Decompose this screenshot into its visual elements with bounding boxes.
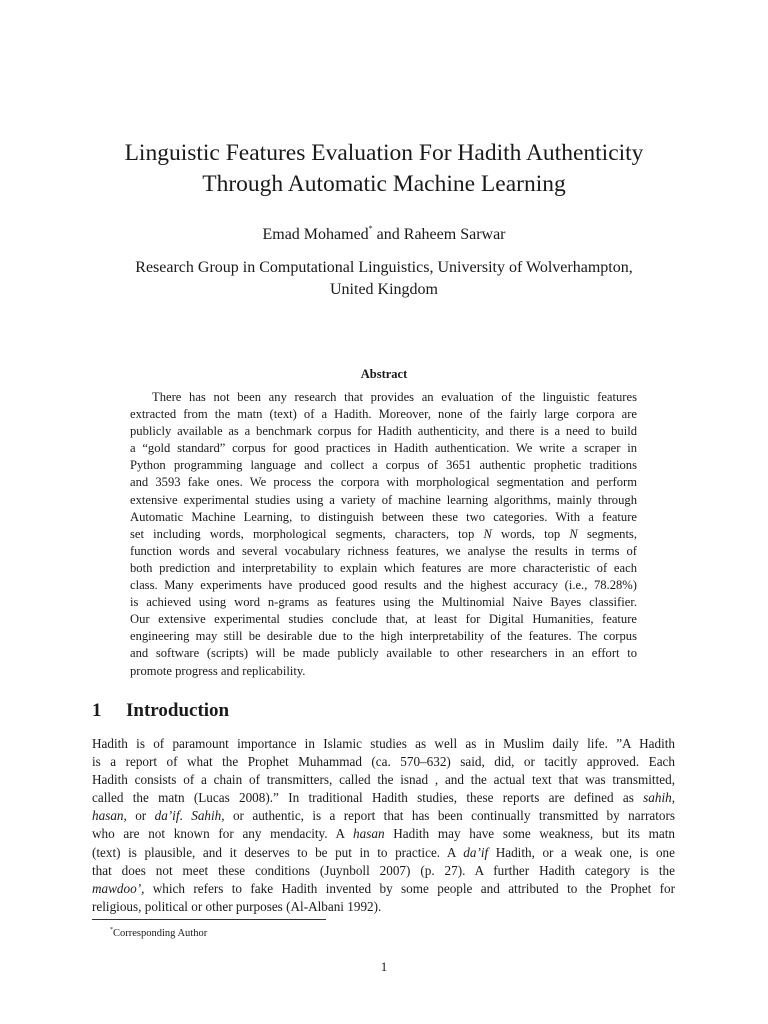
body-line: hasan, or da’if. Sahih, or authentic, is a report that has been continually transmitted by narrators: [92, 808, 676, 824]
abstract-line: extracted from the matn (text) of a Hadith. Moreover, none of the fairly large corpora are: [130, 407, 637, 422]
page-number: 1: [380, 959, 388, 974]
body-line: that does not meet these conditions (Juynboll 2007) (p. 27). A further Hadith category is the: [92, 862, 675, 878]
abstract-line: and software (scripts) will be made publicly available to other researchers in an effort to: [130, 646, 637, 661]
body-line: is a report of what the Prophet Muhammad (ca. 570–632) said, did, or tacitly approved. Each: [92, 754, 675, 770]
abstract-line: is achieved using word n-grams as features using the Multinomial Naive Bayes classifier.: [130, 595, 637, 610]
math-variable-n: N: [569, 526, 578, 541]
abstract-line: both prediction and interpretability to explain which features are more characteristic of each: [130, 560, 637, 575]
abstract-body: [130, 389, 637, 680]
corresponding-author-mark: *: [368, 224, 373, 233]
abstract-line: extensive experimental studies using a variety of machine learning algorithms, mainly through: [130, 492, 637, 507]
abstract-line: Automatic Machine Learning, to distinguish between these two categories. With a feature: [130, 509, 637, 524]
abstract-line: and 3593 fake ones. We process the corpora with morphological segmentation and perform: [130, 475, 637, 490]
abstract-line: Our extensive experimental studies conclude that, at least for Digital Humanities, feature: [130, 612, 637, 627]
body-line: who are not known for any mendacity. A hasan Hadith may have some weakness, but its matn: [92, 826, 675, 842]
introduction-body: [92, 735, 675, 916]
title-line: Through Automatic Machine Learning: [202, 171, 566, 197]
footnote: [110, 923, 207, 941]
term-daif: da’if: [463, 844, 489, 860]
abstract-line: promote progress and replicability.: [130, 663, 306, 678]
affiliation-line: Research Group in Computational Linguistics, University of Wolverhampton,: [135, 259, 633, 276]
affiliation-line: United Kingdom: [330, 281, 438, 298]
footnote-text: Corresponding Author: [113, 928, 208, 939]
body-line: religious, political or other purposes (Al-Albani 1992).: [92, 898, 382, 914]
abstract-line: publicly available as a benchmark corpus for Hadith authenticity, and there is a need to build: [130, 424, 637, 439]
abstract-heading: Abstract: [360, 367, 408, 381]
abstract-line: engineering may still be desirable due to the high interpretability of the features. The corpus: [130, 629, 637, 644]
abstract-line: a “gold standard” corpus for good practices in Hadith authentication. We write a scraper in: [130, 441, 637, 456]
footnote-divider: [92, 919, 326, 920]
body-line: called the matn (Lucas 2008).” In traditional Hadith studies, these reports are defined as sahih,: [92, 790, 675, 806]
section-heading: [92, 699, 229, 723]
body-line: (text) is plausible, and it deserves to be put in to practice. A da’if Hadith, or a weak one, is one: [92, 844, 675, 860]
body-line: mawdoo’, which refers to fake Hadith invented by some people and attributed to the Prophet for: [92, 880, 675, 896]
author-list: [60, 219, 708, 245]
abstract-line: class. Many experiments have produced good results and the highest accuracy (i.e., 78.28%): [130, 578, 637, 593]
title-line: Linguistic Features Evaluation For Hadith Authenticity: [124, 140, 644, 166]
body-line: Hadith is of paramount importance in Islamic studies as well as in Muslim daily life. ”A Hadith: [92, 736, 675, 751]
term-daif: da’if: [154, 808, 180, 824]
abstract-line: function words and several vocabulary richness features, we analyse the results in terms of: [130, 543, 637, 558]
paper-title: [60, 138, 708, 200]
author-name: Emad Mohamed: [262, 226, 369, 243]
term-sahih: Sahih: [191, 808, 222, 824]
section-title: Introduction: [126, 700, 230, 721]
abstract-line: Python programming language and collect a corpus of 3651 authentic prophetic traditions: [130, 458, 637, 473]
body-line: Hadith consists of a chain of transmitters, called the isnad , and the actual text that was transmitted,: [92, 772, 675, 788]
term-mawdoo: mawdoo’: [92, 880, 142, 896]
term-sahih: sahih: [643, 790, 672, 806]
abstract-line: There has not been any research that provides an evaluation of the linguistic features: [152, 390, 637, 404]
term-hasan: hasan: [353, 826, 385, 842]
abstract-line: set including words, morphological segments, characters, top N words, top N segments,: [130, 526, 637, 541]
footnote-mark: *: [110, 927, 113, 933]
math-variable-n: N: [483, 526, 492, 541]
term-hasan: hasan: [92, 808, 124, 824]
affiliation: [60, 257, 708, 301]
author-name: and Raheem Sarwar: [372, 226, 506, 243]
section-number: 1: [92, 700, 102, 721]
